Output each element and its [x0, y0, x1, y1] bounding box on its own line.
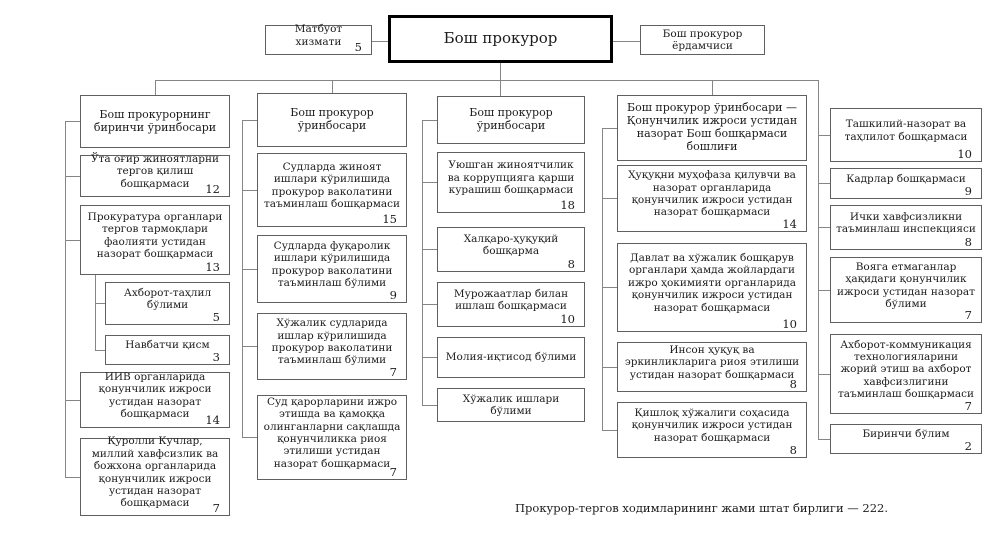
org-box-label: Прокуратура органлари тергов тармоқлари фаолияти устидан назорат бошқармаси	[87, 210, 223, 260]
org-box	[617, 402, 807, 458]
org-box-count: 8	[567, 257, 575, 272]
connector-line	[242, 190, 257, 191]
org-box-count: 10	[957, 147, 972, 162]
connector-line	[65, 240, 80, 241]
org-box	[617, 165, 807, 232]
connector-line	[422, 182, 437, 183]
connector-line	[500, 63, 501, 80]
org-box-count: 9	[964, 184, 972, 199]
org-box-count: 7	[389, 365, 397, 380]
org-box	[830, 108, 982, 162]
connector-line	[818, 227, 830, 228]
org-box	[105, 335, 230, 365]
org-box-count: 12	[205, 182, 220, 197]
connector-line	[602, 128, 617, 129]
org-box	[257, 313, 407, 380]
connector-line	[242, 346, 257, 347]
prosecutor-general-label: Бош прокурор	[443, 29, 558, 48]
org-box-label: ИИВ органларида қонунчилик ижроси устидан назорат бошқармаси	[98, 370, 212, 420]
press-service-count: 5	[354, 40, 362, 55]
org-box-count: 8	[964, 235, 972, 250]
connector-line	[95, 275, 96, 350]
connector-line	[602, 430, 617, 431]
org-box-count: 10	[782, 317, 797, 332]
org-box-label: Ички хавфсизликни таъминлаш инспекцияси	[836, 210, 976, 235]
org-box-label: Навбатчи қисм	[125, 339, 210, 352]
press-service-label: Матбуот хизмати	[294, 23, 343, 48]
org-box	[830, 257, 982, 323]
org-box	[617, 342, 807, 392]
column1-header-box	[80, 95, 230, 148]
connector-line	[818, 183, 830, 184]
org-box	[80, 372, 230, 428]
org-box	[257, 395, 407, 480]
org-box	[437, 337, 585, 378]
prosecutor-general-box	[388, 15, 613, 63]
org-box	[437, 282, 585, 327]
connector-line	[712, 80, 713, 95]
org-box-label: Ахборот-таҳлил бўлими	[123, 286, 212, 311]
assistant-box	[640, 25, 765, 55]
org-box	[80, 435, 230, 516]
org-box-count: 10	[560, 312, 575, 327]
org-box-count: 18	[560, 198, 575, 213]
connector-line	[602, 367, 617, 368]
column3-header-box	[437, 96, 585, 144]
org-box-label: Судларда жиноят ишлари кўрилишида прокурор ваколатини таъминлаш бошқармаси	[264, 160, 400, 210]
connector-line	[818, 290, 830, 291]
org-box-count: 14	[205, 413, 220, 428]
org-box	[437, 388, 585, 422]
org-box-count: 7	[212, 501, 220, 516]
org-box-label: Биринчи бўлим	[862, 428, 950, 441]
connector-line	[95, 350, 105, 351]
connector-line	[602, 287, 617, 288]
org-box	[257, 235, 407, 303]
connector-line	[500, 80, 501, 96]
connector-line	[422, 120, 423, 405]
org-box-count: 5	[212, 310, 220, 325]
column3-header-label: Бош прокурор ўринбосари	[469, 106, 553, 132]
connector-line	[818, 374, 830, 375]
connector-line	[242, 437, 257, 438]
org-box-count: 7	[964, 399, 972, 414]
org-box-label: Ахборот-коммуникация технологияларини жорий этиш ва ахборот хавфсизлигини таъминлаш бошқармаси	[838, 338, 974, 401]
org-box-count: 8	[789, 443, 797, 458]
org-box-count: 7	[964, 308, 972, 323]
org-box-count: 3	[212, 350, 220, 365]
org-box-label: Инсон ҳуқуқ ва эркинликларига риоя этилиши устидан назорат бошқармаси	[624, 343, 800, 381]
connector-line	[818, 135, 830, 136]
org-box-label: Молия-иқтисод бўлими	[445, 351, 577, 364]
org-box-label: Судларда фуқаролик ишлари кўрилишида прокурор ваколатини таъминлаш бўлими	[271, 239, 393, 289]
connector-line	[242, 269, 257, 270]
org-box-count: 2	[964, 439, 972, 454]
connector-line	[65, 176, 80, 177]
column2-header-box	[257, 93, 407, 147]
connector-line	[242, 120, 257, 121]
connector-line	[65, 121, 80, 122]
org-box-label: Вояга етмаганлар ҳақидаги қонунчилик ижроси устидан назорат бўлими	[837, 260, 975, 310]
connector-line	[422, 405, 437, 406]
org-box-count: 15	[382, 212, 397, 227]
connector-line	[155, 80, 818, 81]
org-box	[80, 205, 230, 275]
org-box-label: Қуролли Кучлар, миллий хавфсизлик ва божхона органларида қонунчилик ижроси устидан назорат бошқармаси	[91, 435, 219, 510]
connector-line	[65, 400, 80, 401]
org-box	[437, 152, 585, 213]
connector-line	[422, 357, 437, 358]
org-box	[830, 205, 982, 250]
connector-line	[422, 249, 437, 250]
org-box-label: Ҳуқуқни муҳофаза қилувчи ва назорат органларида қонунчилик ижроси устидан назорат бошқармаси	[628, 169, 796, 219]
connector-line	[65, 121, 66, 477]
org-box-label: Халқаро-ҳуқуқий бошқарма	[463, 232, 559, 257]
org-box-label: Мурожаатлар билан ишлаш бошқармаси	[453, 287, 569, 312]
connector-line	[818, 80, 819, 439]
connector-line	[422, 304, 437, 305]
org-box-label: Уюшган жиноятчилик ва коррупцияга қарши курашиш бошқармаси	[447, 159, 575, 197]
column4-header-box	[617, 95, 807, 161]
connector-line	[155, 80, 156, 95]
connector-line	[95, 303, 105, 304]
org-box-count: 8	[789, 377, 797, 392]
org-box	[80, 152, 230, 197]
column2-header-label: Бош прокурор ўринбосари	[290, 106, 374, 132]
org-box	[830, 424, 982, 454]
org-box	[830, 334, 982, 414]
connector-line	[65, 477, 80, 478]
org-box	[105, 282, 230, 325]
connector-line	[242, 120, 243, 437]
org-box-label: Суд қарорларини ижро этишда ва қамоққа олинганларни сақлашда қонунчиликка риоя этилиши устидан назорат бошқармаси	[263, 395, 401, 470]
press-service-box	[265, 25, 372, 55]
column4-header-label: Бош прокурор ўринбосари — Қонунчилик ижроси устидан назорат Бош бошқармаси бошлиғи	[626, 101, 798, 153]
org-box-label: Хўжалик судларида ишлар кўрилишида прокурор ваколатини таъминлаш бўлими	[271, 317, 393, 367]
connector-line	[602, 128, 603, 430]
org-box-label: Хўжалик ишлари бўлими	[462, 392, 560, 417]
connector-line	[818, 439, 830, 440]
org-box	[257, 153, 407, 227]
connector-line	[372, 41, 388, 42]
org-box-label: Кадрлар бошқармаси	[846, 172, 966, 185]
connector-line	[602, 198, 617, 199]
connector-line	[613, 41, 640, 42]
org-box-count: 13	[205, 260, 220, 275]
org-box-label: Ташкилий-назорат ва таҳлилот бошқармаси	[844, 118, 968, 143]
org-box-count: 9	[389, 288, 397, 303]
org-box-label: Қишлоқ хўжалиги соҳасида қонунчилик ижроси устидан назорат бошқармаси	[631, 406, 793, 444]
org-box	[617, 243, 807, 332]
assistant-label: Бош прокурор ёрдамчиси	[662, 27, 743, 52]
column1-header-label: Бош прокурорнинг биринчи ўринбосари	[93, 107, 217, 134]
org-box-count: 14	[782, 217, 797, 232]
org-box-label: Давлат ва хўжалик бошқарув органлари ҳамда жойлардаги ижро ҳокимияти органларида қонунчилик ижроси устидан назорат бошқармаси	[628, 252, 796, 314]
org-box-label: Ўта оғир жиноятларни тергов қилиш бошқармаси	[91, 152, 219, 190]
total-staff-footnote: Прокурор-тергов ходимларининг жами штат бирлиги — 222.	[515, 501, 889, 515]
org-box-count: 7	[389, 465, 397, 480]
org-box	[830, 168, 982, 199]
connector-line	[422, 120, 437, 121]
org-box	[437, 227, 585, 272]
connector-line	[332, 80, 333, 93]
